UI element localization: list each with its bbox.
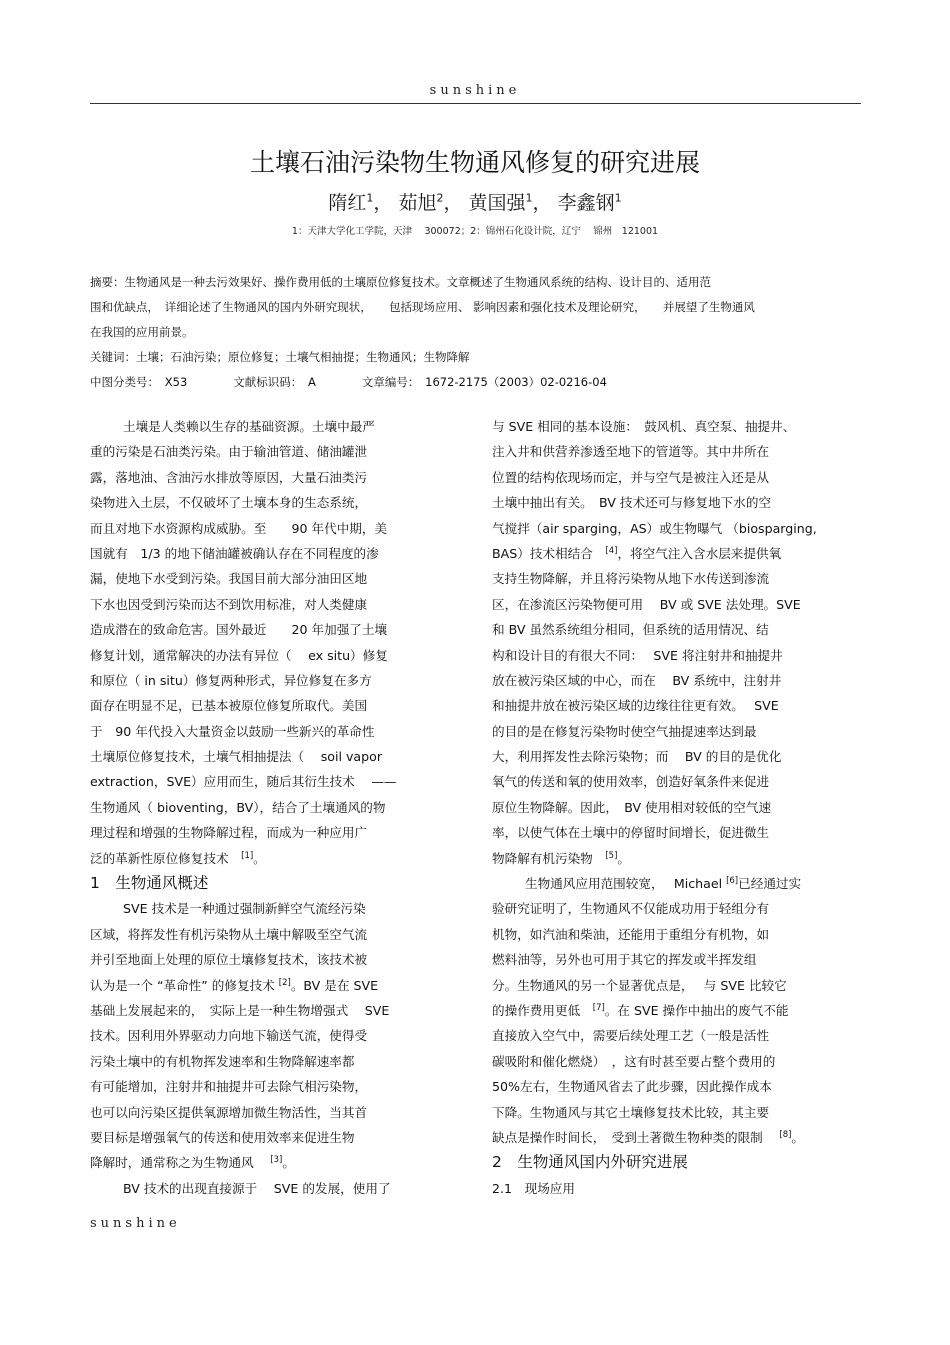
- citation-ref: [1]: [241, 850, 254, 861]
- text-line: 气搅拌（air sparging，AS）或生物曝气 （biosparging,: [492, 520, 817, 536]
- text-line: 泛的革新性原位修复技术 [1]。: [90, 850, 266, 866]
- text-line: 机物，如汽油和柴油，还能用于重组分有机物，如: [492, 926, 770, 942]
- text-line: 国就有 1/3 的地下储油罐被确认存在不同程度的渗: [90, 545, 379, 561]
- text-line: 率，以使气体在土壤中的停留时间增长，促进微生: [492, 825, 770, 841]
- classification: 中图分类号： X53 文献标识码： A 文章编号： 1672-2175（2003）02-0216-04: [90, 375, 607, 389]
- abstract: [90, 270, 860, 395]
- header-brand: sunshine: [429, 83, 521, 98]
- text-line: 修复计划，通常解决的办法有异位（ ex situ）修复: [90, 647, 388, 663]
- text-line: 而且对地下水资源构成威胁。至 90 年代中期，美: [90, 520, 388, 536]
- text-line: 土壤原位修复技术，土壤气相抽提法（ soil vapor: [90, 749, 383, 765]
- text-line: 和原位（ in situ）修复两种形式，异位修复在多方: [90, 672, 372, 688]
- text-line: 造成潜在的致命危害。国外最近 20 年加强了土壤: [90, 622, 388, 638]
- section-heading: 2 生物通风国内外研究进展: [492, 1153, 688, 1172]
- text-line: 构和设计目的有很大不同： SVE 将注射井和抽提井: [492, 647, 783, 663]
- text-line: 认为是一个 “革命性” 的修复技术 [2]。BV 是在 SVE: [90, 977, 379, 993]
- text-line: 生物通风（ bioventing，BV），结合了土壤通风的物: [90, 799, 386, 815]
- text-line: 基础上发展起来的， 实际上是一种生物增强式 SVE: [90, 1002, 390, 1018]
- text-line: 大，利用挥发性去除污染物；而 BV 的目的是优化: [492, 749, 782, 765]
- author-name: 隋红: [328, 192, 367, 214]
- author-name: 茹旭: [398, 192, 437, 214]
- text-line: 漏，使地下水受到污染。我国目前大部分油田区地: [90, 571, 368, 587]
- citation-ref: [8]: [779, 1129, 792, 1140]
- citation-ref: [3]: [270, 1155, 283, 1166]
- text-line: 区域，将挥发性有机污染物从土壤中解吸至空气流: [90, 926, 368, 942]
- text-line: 放在被污染区域的中心，而在 BV 系统中，注射井: [492, 672, 782, 688]
- author-affiliation-mark: 1: [525, 191, 533, 205]
- header-rule: [90, 103, 861, 104]
- text-line: 和抽提井放在被污染区域的边缘往往更有效。 SVE: [492, 698, 779, 714]
- author-affiliation-mark: 1: [614, 191, 622, 205]
- text-line: 理过程和增强的生物降解过程，而成为一种应用广: [90, 825, 368, 841]
- text-line: 区，在渗流区污染物便可用 BV 或 SVE 法处理。SVE: [492, 596, 801, 612]
- text-line: 土壤中抽出有关。 BV 技术还可与修复地下水的空: [492, 495, 772, 511]
- text-line: 的操作费用更低 [7]。在 SVE 操作中抽出的废气不能: [492, 1002, 789, 1018]
- text-line: 土壤是人类赖以生存的基础资源。土壤中最严: [123, 419, 375, 434]
- footer-brand: sunshine: [90, 1216, 181, 1231]
- text-line: 缺点是操作时间长， 受到土著微生物种类的限制 [8]。: [492, 1129, 805, 1145]
- text-line: 面存在明显不足，已基本被原位修复所取代。美国: [90, 698, 368, 714]
- author-separator: ，: [443, 192, 463, 214]
- text-line: BAS）技术相结合 [4]，将空气注入含水层来提供氧: [492, 545, 782, 561]
- text-line: 污染土壤中的有机物挥发速率和生物降解速率都: [90, 1053, 355, 1069]
- citation-ref: [7]: [592, 1002, 605, 1013]
- affiliation: 1：天津大学化工学院，天津 300072；2：锦州石化设计院，辽宁 锦州 121001: [291, 226, 659, 237]
- text-line: 降解时，通常称之为生物通风 [3]。: [90, 1155, 295, 1171]
- author-separator: ，: [373, 192, 393, 214]
- citation-ref: [5]: [605, 850, 618, 861]
- left-column: [90, 414, 458, 1201]
- abstract-line: 围和优缺点， 详细论述了生物通风的国内外研究现状， 包括现场应用、 影响因素和强化技术及理论研究， 并展望了生物通风: [90, 300, 755, 314]
- author-name: 黄国强: [468, 192, 526, 214]
- author-name: 李鑫钢: [557, 192, 615, 214]
- right-column: [492, 414, 860, 1201]
- text-line: 有可能增加，注射井和抽提井可去除气相污染物，: [90, 1079, 368, 1095]
- citation-ref: [6]: [726, 875, 739, 886]
- text-line: 氧气的传送和氧的使用效率，创造好氧条件来促进: [492, 774, 770, 790]
- keywords: 关键词：土壤；石油污染；原位修复；土壤气相抽提；生物通风；生物降解: [90, 350, 470, 364]
- text-line: 要目标是增强氧气的传送和使用效率来促进生物: [90, 1129, 355, 1145]
- text-line: 并引至地面上处理的原位土壤修复技术，该技术被: [90, 952, 368, 968]
- text-line: 原位生物降解。因此， BV 使用相对较低的空气速: [492, 799, 772, 815]
- author-separator: ，: [532, 192, 552, 214]
- text-line: 重的污染是石油类污染。由于输油管道、储油罐泄: [90, 444, 368, 460]
- text-line: 注入井和供营养渗透至地下的管道等。其中井所在: [492, 444, 770, 460]
- text-line: 2.1 现场应用: [492, 1180, 575, 1196]
- abstract-line: 在我国的应用前景。: [90, 325, 194, 339]
- text-line: 生物通风应用范围较宽， Michael [6]已经通过实: [525, 875, 802, 892]
- text-line: 直接放入空气中，需要后续处理工艺（一般是活性: [492, 1028, 770, 1044]
- text-line: 与 SVE 相同的基本设施： 鼓风机、真空泵、抽提井、: [492, 419, 796, 434]
- text-line: 的目的是在修复污染物时使空气抽提速率达到最: [492, 723, 757, 739]
- author-affiliation-mark: 2: [436, 191, 444, 205]
- text-line: 碳吸附和催化燃烧） ，这有时甚至要占整个费用的: [492, 1053, 776, 1069]
- text-line: 下水也因受到污染而达不到饮用标准，对人类健康: [90, 596, 368, 612]
- text-line: 50%左右，生物通风省去了此步骤，因此操作成本: [492, 1079, 772, 1095]
- text-line: 分。生物通风的另一个显著优点是， 与 SVE 比较它: [492, 977, 787, 993]
- text-line: 技术。因利用外界驱动力向地下输送气流，使得受: [90, 1028, 368, 1044]
- text-line: 燃料油等，另外也可用于其它的挥发或半挥发组: [492, 952, 757, 968]
- text-line: BV 技术的出现直接源于 SVE 的发展，使用了: [123, 1180, 391, 1196]
- author-list: [0, 188, 950, 215]
- text-line: 下降。生物通风与其它土壤修复技术比较，其主要: [492, 1104, 770, 1120]
- text-line: 于 90 年代投入大量资金以鼓励一些新兴的革命性: [90, 723, 375, 739]
- text-line: 也可以向污染区提供氧源增加微生物活性，当其首: [90, 1104, 368, 1120]
- citation-ref: [4]: [605, 545, 618, 556]
- text-line: 位置的结构依现场而定，并与空气是被注入还是从: [492, 469, 770, 485]
- text-line: SVE 技术是一种通过强制新鲜空气流经污染: [123, 901, 366, 917]
- text-line: 露，落地油、含油污水排放等原因，大量石油类污: [90, 469, 368, 485]
- author-affiliation-mark: 1: [366, 191, 374, 205]
- text-line: 染物进入土层，不仅破坏了土壤本身的生态系统，: [90, 495, 368, 511]
- paper-title: 土壤石油污染物生物通风修复的研究进展: [249, 148, 700, 177]
- text-line: 支持生物降解，并且将污染物从地下水传送到渗流: [492, 571, 770, 587]
- text-line: extraction，SVE）应用而生，随后其衍生技术 ——: [90, 774, 397, 790]
- section-heading: 1 生物通风概述: [90, 874, 209, 893]
- text-line: 物降解有机污染物 [5]。: [492, 850, 630, 866]
- citation-ref: [2]: [278, 977, 291, 988]
- text-line: 和 BV 虽然系统组分相同，但系统的适用情况、结: [492, 622, 769, 638]
- abstract-line: 摘要：生物通风是一种去污效果好、操作费用低的土壤原位修复技术。文章概述了生物通风系统的结构、设计目的、适用范: [90, 275, 711, 289]
- text-line: 验研究证明了，生物通风不仅能成功用于轻组分有: [492, 901, 770, 917]
